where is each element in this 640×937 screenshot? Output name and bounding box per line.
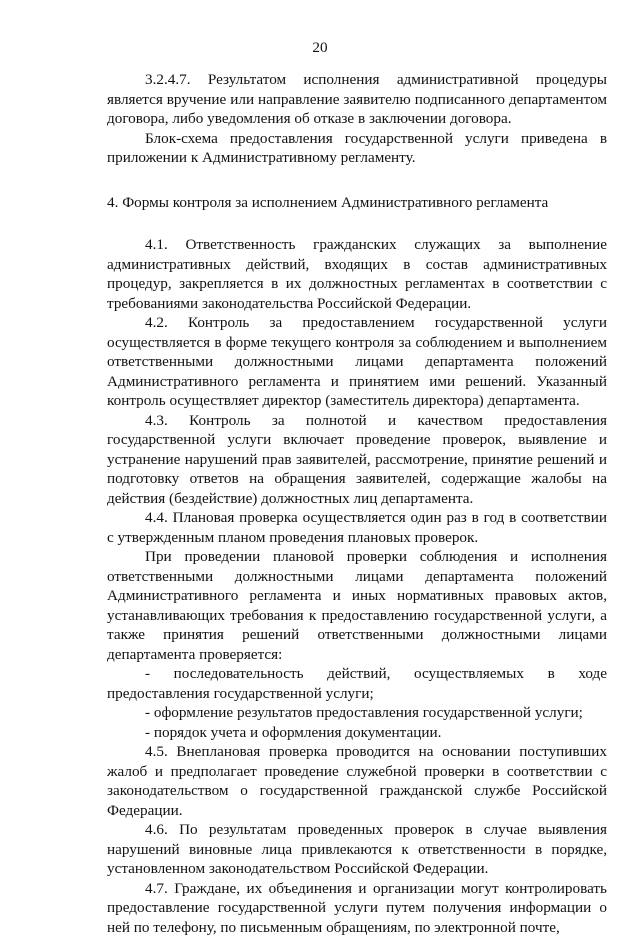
paragraph-4-5: 4.5. Внеплановая проверка проводится на основании поступивших жалоб и предполагает проведение служебной проверки в соответствии с законодательством о государственной гражданской службе Российской Федерации. bbox=[107, 742, 607, 820]
paragraph-4-2: 4.2. Контроль за предоставлением государственной услуги осуществляется в форме текущего контроля за соблюдением и выполнением ответственными должностными лицами департамента положений Административного регламента и принятием ими решений. Указанный контроль осуществляет директор (заместитель директора) департамента. bbox=[107, 313, 607, 411]
document-body bbox=[107, 70, 607, 937]
list-item-documentation: - порядок учета и оформления документации. bbox=[107, 723, 607, 743]
paragraph-3-2-4-7: 3.2.4.7. Результатом исполнения административной процедуры является вручение или направление заявителю подписанного департаментом договора, либо уведомления об отказе в заключении договора. bbox=[107, 70, 607, 129]
paragraph-4-6: 4.6. По результатам проведенных проверок в случае выявления нарушений виновные лица привлекаются к ответственности в порядке, установленном законодательством Российской Федерации. bbox=[107, 820, 607, 879]
paragraph-4-1: 4.1. Ответственность гражданских служащих за выполнение административных действий, входящих в состав административных процедур, закрепляется в их должностных регламентах в соответствии с требованиями законодательства Российской Федерации. bbox=[107, 235, 607, 313]
paragraph-planned-check: При проведении плановой проверки соблюдения и исполнения ответственными должностными лицами департамента положений Административного регламента и иных нормативных правовых актов, устанавливающих требования к предоставлению государственной услуги, а также принятия решений ответственными должностными лицами департамента проверяется: bbox=[107, 547, 607, 664]
section-4-title: 4. Формы контроля за исполнением Административного регламента bbox=[107, 193, 607, 213]
list-item-sequence: - последовательность действий, осуществляемых в ходе предоставления государственной услуги; bbox=[107, 664, 607, 703]
page-number: 20 bbox=[0, 38, 640, 58]
paragraph-block-scheme: Блок-схема предоставления государственной услуги приведена в приложении к Административному регламенту. bbox=[107, 129, 607, 168]
paragraph-4-4: 4.4. Плановая проверка осуществляется один раз в год в соответствии с утвержденным планом проведения плановых проверок. bbox=[107, 508, 607, 547]
list-item-results: - оформление результатов предоставления государственной услуги; bbox=[107, 703, 607, 723]
paragraph-4-3: 4.3. Контроль за полнотой и качеством предоставления государственной услуги включает проведение проверок, выявление и устранение нарушений прав заявителей, рассмотрение, принятие решений и подготовку ответов на обращения заявителей, содержащие жалобы на действия (бездействие) должностных лиц департамента. bbox=[107, 411, 607, 509]
paragraph-4-7: 4.7. Граждане, их объединения и организации могут контролировать предоставление государственной услуги путем получения информации о ней по телефону, по письменным обращениям, по электронной почте, bbox=[107, 879, 607, 937]
